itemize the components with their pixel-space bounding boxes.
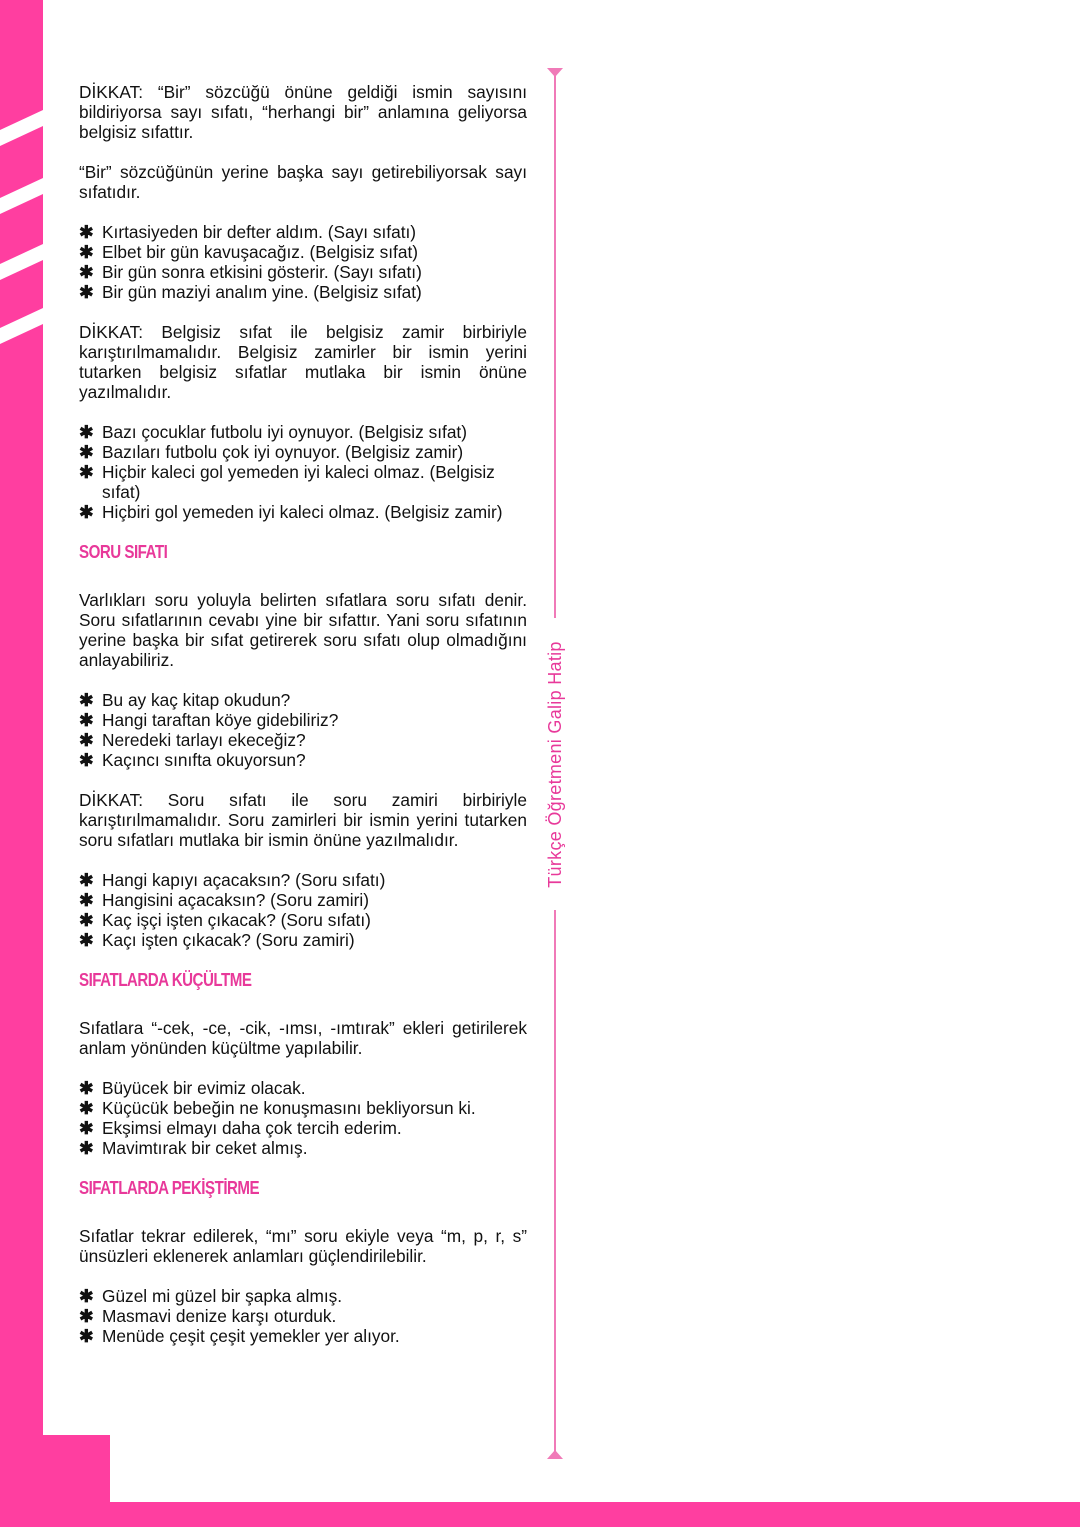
list-item xyxy=(79,930,527,950)
list-item xyxy=(79,502,527,522)
asterisk-bullet-icon: ✱ xyxy=(79,1078,94,1098)
list-item-text: Hangi taraftan köye gidebiliriz? xyxy=(102,710,339,730)
list-item xyxy=(79,890,527,910)
asterisk-bullet-icon: ✱ xyxy=(79,242,94,262)
asterisk-bullet-icon: ✱ xyxy=(79,222,94,242)
diagonal-stripes xyxy=(0,0,43,360)
list-item-text: Kaç işçi işten çıkacak? (Soru sıfatı) xyxy=(102,910,371,930)
asterisk-bullet-icon: ✱ xyxy=(79,502,94,522)
asterisk-bullet-icon: ✱ xyxy=(79,422,94,442)
side-rule-top-cap xyxy=(547,68,563,77)
asterisk-bullet-icon: ✱ xyxy=(79,1326,94,1346)
list-item-text: Masmavi denize karşı oturduk. xyxy=(102,1306,337,1326)
paragraph: DİKKAT: “Bir” sözcüğü önüne geldiği ismin sayısını bildiriyorsa sayı sıfatı, “herhangi bir” anlamına geliyorsa belgisiz sıfattır. xyxy=(79,82,527,142)
list-item-text: Bu ay kaç kitap okudun? xyxy=(102,690,291,710)
example-list xyxy=(79,1286,527,1346)
paragraph: Varlıkları soru yoluyla belirten sıfatlara soru sıfatı denir. Soru sıfatlarının cevabı yine bir sıfattır. Yani soru sıfatının yerine başka bir sıfat getirerek soru sıfatı olup olmadığını anlayabiliriz. xyxy=(79,590,527,670)
list-item xyxy=(79,1306,527,1326)
list-item-text: Hiçbiri gol yemeden iyi kaleci olmaz. (Belgisiz zamir) xyxy=(102,502,503,522)
list-item xyxy=(79,262,527,282)
asterisk-bullet-icon: ✱ xyxy=(79,282,94,302)
list-item-text: Ekşimsi elmayı daha çok tercih ederim. xyxy=(102,1118,402,1138)
asterisk-bullet-icon: ✱ xyxy=(79,730,94,750)
asterisk-bullet-icon: ✱ xyxy=(79,1306,94,1326)
list-item xyxy=(79,710,527,730)
list-item xyxy=(79,422,527,442)
bottom-decorative-bar xyxy=(0,1502,1080,1527)
list-item-text: Hangisini açacaksın? (Soru zamiri) xyxy=(102,890,369,910)
list-item xyxy=(79,1118,527,1138)
list-item xyxy=(79,1098,527,1118)
asterisk-bullet-icon: ✱ xyxy=(79,930,94,950)
list-item xyxy=(79,1286,527,1306)
asterisk-bullet-icon: ✱ xyxy=(79,1286,94,1306)
asterisk-bullet-icon: ✱ xyxy=(79,870,94,890)
example-list xyxy=(79,222,527,302)
example-list xyxy=(79,1078,527,1158)
asterisk-bullet-icon: ✱ xyxy=(79,890,94,910)
example-list xyxy=(79,870,527,950)
section-heading: SIFATLARDA KÜÇÜLTME xyxy=(79,970,252,990)
list-item-text: Güzel mi güzel bir şapka almış. xyxy=(102,1286,343,1306)
list-item-text: Bir gün maziyi analım yine. (Belgisiz sıfat) xyxy=(102,282,422,302)
paragraph: DİKKAT: Belgisiz sıfat ile belgisiz zamir birbiriyle karıştırılmamalıdır. Belgisiz zamirler bir ismin yerini tutarken belgisiz sıfatlar mutlaka bir ismin önüne yazılmalıdır. xyxy=(79,322,527,402)
list-item xyxy=(79,750,527,770)
paragraph: DİKKAT: Soru sıfatı ile soru zamiri birbiriyle karıştırılmamalıdır. Soru zamirleri bir ismin yerini tutarken soru sıfatları mutlaka bir ismin önüne yazılmalıdır. xyxy=(79,790,527,850)
list-item xyxy=(79,442,527,462)
list-item xyxy=(79,870,527,890)
list-item xyxy=(79,1326,527,1346)
asterisk-bullet-icon: ✱ xyxy=(79,690,94,710)
side-rule-bottom-cap xyxy=(547,1450,563,1459)
asterisk-bullet-icon: ✱ xyxy=(79,262,94,282)
paragraph: Sıfatlar tekrar edilerek, “mı” soru ekiyle veya “m, p, r, s” ünsüzleri eklenerek anlamları güçlendirilebilir. xyxy=(79,1226,527,1266)
list-item-text: Hangi kapıyı açacaksın? (Soru sıfatı) xyxy=(102,870,386,890)
asterisk-bullet-icon: ✱ xyxy=(79,750,94,770)
list-item-text: Bazıları futbolu çok iyi oynuyor. (Belgisiz zamir) xyxy=(102,442,464,462)
list-item xyxy=(79,242,527,262)
example-list xyxy=(79,690,527,770)
asterisk-bullet-icon: ✱ xyxy=(79,710,94,730)
list-item xyxy=(79,222,527,242)
list-item-text: Büyücek bir evimiz olacak. xyxy=(102,1078,306,1098)
list-item xyxy=(79,1078,527,1098)
list-item xyxy=(79,462,527,502)
author-text: Türkçe Öğretmeni Galip Hatip xyxy=(544,640,565,888)
list-item xyxy=(79,910,527,930)
list-item xyxy=(79,730,527,750)
section-heading: SIFATLARDA PEKİŞTİRME xyxy=(79,1178,260,1198)
paragraph: “Bir” sözcüğünün yerine başka sayı getirebiliyorsak sayı sıfatıdır. xyxy=(79,162,527,202)
list-item-text: Mavimtırak bir ceket almış. xyxy=(102,1138,308,1158)
list-item xyxy=(79,282,527,302)
list-item xyxy=(79,1138,527,1158)
asterisk-bullet-icon: ✱ xyxy=(79,1098,94,1118)
list-item-text: Bazı çocuklar futbolu iyi oynuyor. (Belgisiz sıfat) xyxy=(102,422,467,442)
list-item-text: Küçücük bebeğin ne konuşmasını bekliyorsun ki. xyxy=(102,1098,476,1118)
list-item-text: Neredeki tarlayı ekeceğiz? xyxy=(102,730,306,750)
example-list xyxy=(79,422,527,522)
list-item xyxy=(79,690,527,710)
page-content xyxy=(79,82,527,1366)
asterisk-bullet-icon: ✱ xyxy=(79,442,94,462)
list-item-text: Elbet bir gün kavuşacağız. (Belgisiz sıfat) xyxy=(102,242,419,262)
side-author-label xyxy=(522,618,588,910)
list-item-text: Hiçbir kaleci gol yemeden iyi kaleci olmaz. (Belgisiz sıfat) xyxy=(102,462,495,502)
asterisk-bullet-icon: ✱ xyxy=(79,1118,94,1138)
list-item-text: Kırtasiyeden bir defter aldım. (Sayı sıfatı) xyxy=(102,222,417,242)
asterisk-bullet-icon: ✱ xyxy=(79,910,94,930)
asterisk-bullet-icon: ✱ xyxy=(79,462,94,482)
list-item-text: Bir gün sonra etkisini gösterir. (Sayı sıfatı) xyxy=(102,262,422,282)
list-item-text: Kaçıncı sınıfta okuyorsun? xyxy=(102,750,306,770)
list-item-text: Kaçı işten çıkacak? (Soru zamiri) xyxy=(102,930,355,950)
asterisk-bullet-icon: ✱ xyxy=(79,1138,94,1158)
paragraph: Sıfatlara “-cek, -ce, -cik, -ımsı, -ımtırak” ekleri getirilerek anlam yönünden küçültme yapılabilir. xyxy=(79,1018,527,1058)
list-item-text: Menüde çeşit çeşit yemekler yer alıyor. xyxy=(102,1326,400,1346)
section-heading: SORU SIFATI xyxy=(79,542,168,562)
